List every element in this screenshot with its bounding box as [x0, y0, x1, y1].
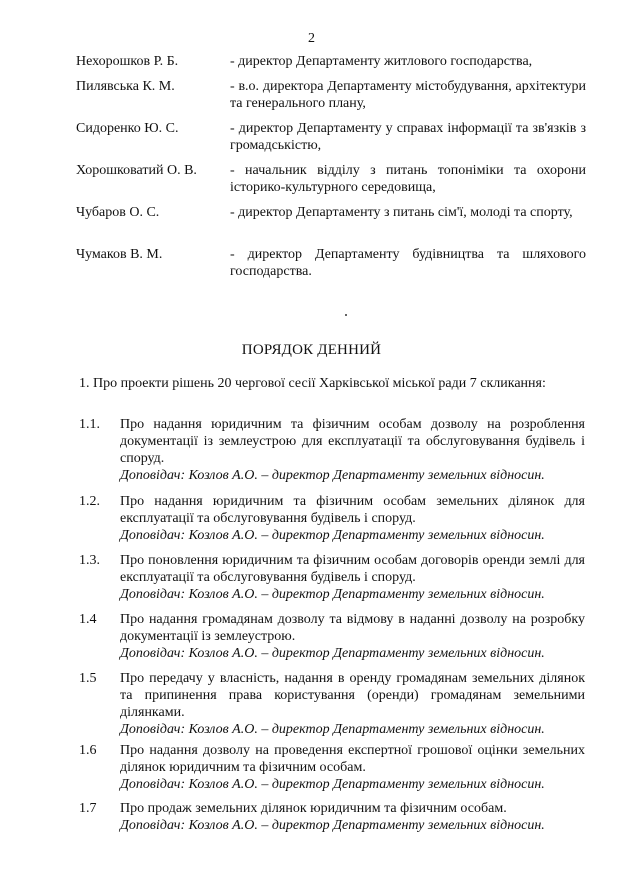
- attendee-role: - в.о. директора Департаменту містобудування, архітектури та генерального плану,: [230, 79, 586, 111]
- agenda-item-number: 1.3.: [79, 553, 100, 568]
- agenda-item-speaker: Доповідач: Козлов А.О. – директор Департаменту земельних відносин.: [120, 818, 545, 833]
- attendee-name: Сидоренко Ю. С.: [76, 121, 179, 136]
- attendee-name: Хорошковатий О. В.: [76, 163, 197, 178]
- agenda-item-text: Про надання дозволу на проведення експертної грошової оцінки земельних ділянок юридичним та фізичним особам.: [120, 743, 585, 775]
- agenda-item-number: 1.4: [79, 612, 97, 627]
- attendee-name: Пилявська К. М.: [76, 79, 175, 94]
- attendee-role: - директор Департаменту житлового господарства,: [230, 54, 533, 69]
- agenda-item-text: Про надання юридичним та фізичним особам дозволу на розроблення документації із землеустрою для експлуатації та обслуговування будівель і споруд.: [120, 417, 585, 466]
- agenda-item-number: 1.2.: [79, 494, 100, 509]
- attendee-role: - директор Департаменту у справах інформації та зв'язків з громадськістю,: [230, 121, 586, 153]
- agenda-item-number: 1.5: [79, 671, 97, 686]
- agenda-item-text: Про продаж земельних ділянок юридичним та фізичним особам.: [120, 801, 507, 816]
- attendee-role: - начальник відділу з питань топоніміки та охорони історико-культурного середовища,: [230, 163, 586, 195]
- attendee-name: Нехорошков Р. Б.: [76, 54, 179, 69]
- agenda-item-number: 1.7: [79, 801, 97, 816]
- agenda-item-text: Про передачу у власність, надання в оренду громадянам земельних ділянок та припинення права користування (оренди) громадянам земельними ділянками.: [120, 671, 585, 720]
- page-number: 2: [308, 31, 315, 46]
- agenda-item-speaker: Доповідач: Козлов А.О. – директор Департаменту земельних відносин.: [120, 528, 545, 543]
- attendee-name: Чубаров О. С.: [76, 205, 160, 220]
- agenda-item-speaker: Доповідач: Козлов А.О. – директор Департаменту земельних відносин.: [120, 587, 545, 602]
- agenda-item-speaker: Доповідач: Козлов А.О. – директор Департаменту земельних відносин.: [120, 646, 545, 661]
- agenda-heading: ПОРЯДОК ДЕННИЙ: [241, 342, 382, 358]
- agenda-item-text: Про поновлення юридичним та фізичним особам договорів оренди землі для експлуатації та обслуговування будівель і споруд.: [120, 553, 585, 585]
- agenda-item-speaker: Доповідач: Козлов А.О. – директор Департаменту земельних відносин.: [120, 722, 545, 737]
- attendee-role: - директор Департаменту з питань сім'ї, молоді та спорту,: [230, 205, 573, 220]
- agenda-item-text: Про надання громадянам дозволу та відмову в наданні дозволу на розробку документації із землеустрою.: [120, 612, 585, 644]
- agenda-item-text: Про надання юридичним та фізичним особам земельних ділянок для експлуатації та обслуговування будівель і споруд.: [120, 494, 585, 526]
- agenda-item-number: 1.6: [79, 743, 97, 758]
- attendee-role: - директор Департаменту будівництва та шляхового господарства.: [230, 247, 586, 279]
- agenda-item-speaker: Доповідач: Козлов А.О. – директор Департаменту земельних відносин.: [120, 468, 545, 483]
- stray-dot: [345, 314, 347, 316]
- agenda-item-speaker: Доповідач: Козлов А.О. – директор Департаменту земельних відносин.: [120, 777, 545, 792]
- attendee-name: Чумаков В. М.: [76, 247, 163, 262]
- agenda-intro: 1. Про проекти рішень 20 чергової сесії Харківської міської ради 7 скликання:: [79, 376, 546, 391]
- agenda-item-number: 1.1.: [79, 417, 100, 432]
